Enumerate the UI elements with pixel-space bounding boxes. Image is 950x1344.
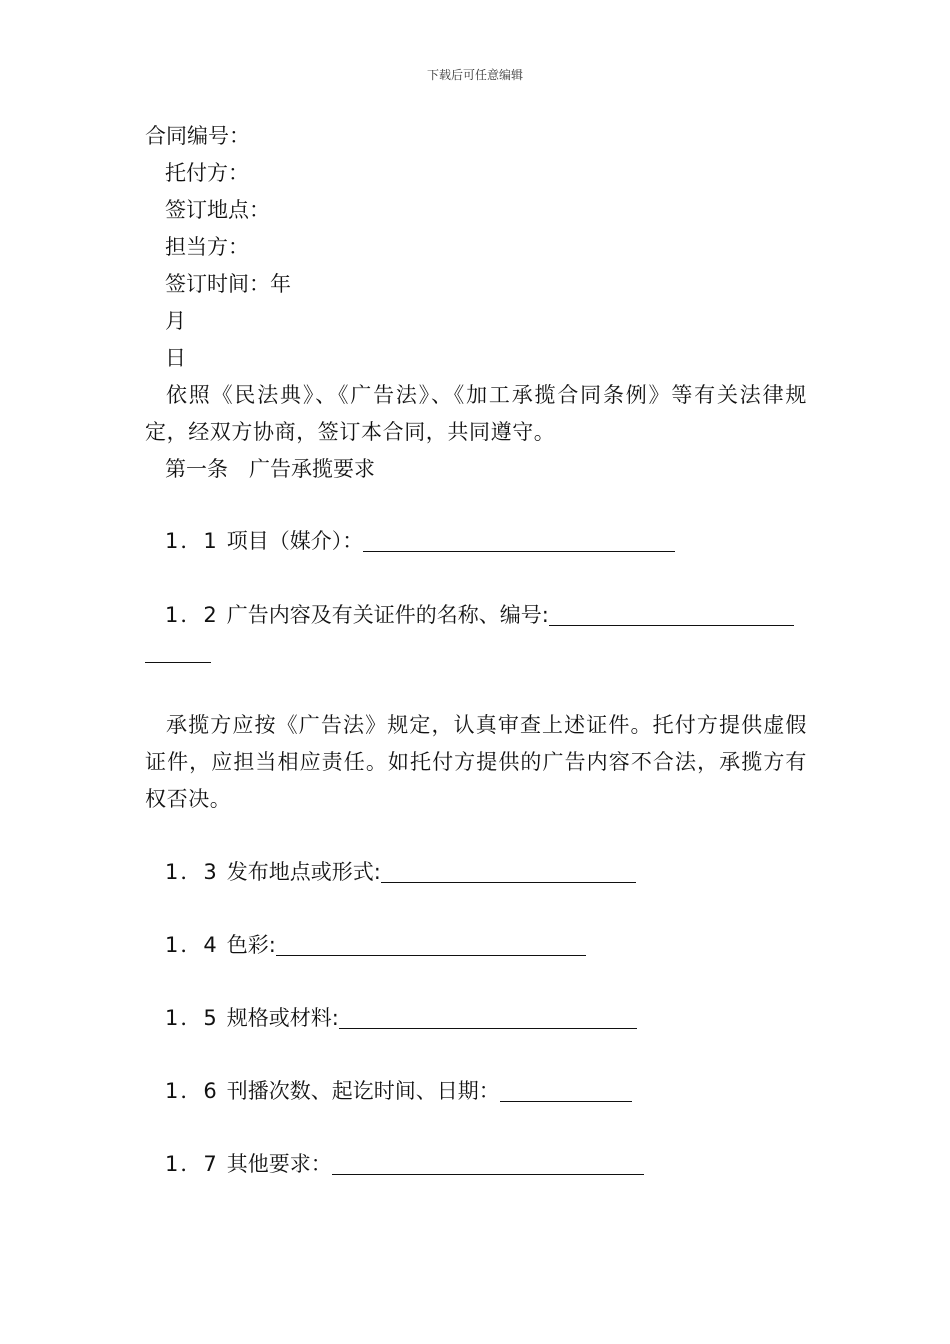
item-label: 项目（媒介）： [226, 529, 364, 553]
item-label: 规格或材料: [226, 1006, 339, 1030]
item-label: 其他要求： [226, 1152, 332, 1176]
sign-place-label: 签订地点： [165, 198, 270, 222]
item-number: 1．1 [165, 529, 219, 553]
item-number: 1．7 [165, 1152, 219, 1176]
item-1-7 [165, 1146, 644, 1183]
item-number: 1．6 [165, 1079, 219, 1103]
review-clause-paragraph: 承揽方应按《广告法》规定，认真审查上述证件。托付方提供虚假证件，应担当相应责任。如托付方提供的广告内容不合法，承揽方有权否决。 [145, 713, 807, 811]
blank-field-location-form[interactable] [381, 856, 636, 883]
blank-field-color[interactable] [276, 929, 586, 956]
blank-field-other-requirements[interactable] [332, 1148, 644, 1175]
blank-field-media[interactable] [363, 525, 675, 552]
contractor-label: 担当方： [165, 235, 249, 259]
item-1-5 [165, 1000, 637, 1037]
item-label: 发布地点或形式: [226, 860, 381, 884]
blank-field-content-certificates[interactable] [549, 599, 794, 626]
item-1-2 [165, 597, 794, 634]
blank-field-content-certificates-cont[interactable] [145, 636, 211, 663]
article-1-title: 第一条 广告承揽要求 [165, 457, 375, 481]
client-label: 托付方： [165, 161, 249, 185]
blank-field-broadcast-schedule[interactable] [500, 1075, 632, 1102]
contract-number-label: 合同编号： [145, 124, 250, 148]
item-1-2-continuation [145, 634, 211, 671]
preamble-paragraph: 依照《民法典》、《广告法》、《加工承揽合同条例》等有关法律规定，经双方协商，签订本合同，共同遵守。 [145, 383, 807, 444]
item-label: 色彩: [226, 933, 276, 957]
sign-day-label: 日 [165, 346, 186, 370]
sign-time-label: 签订时间：年 [165, 272, 291, 296]
item-1-1 [165, 523, 675, 560]
page-header-note: 下载后可任意编辑 [426, 68, 523, 82]
item-1-4 [165, 927, 586, 964]
item-number: 1．5 [165, 1006, 219, 1030]
item-number: 1．2 [165, 603, 219, 627]
item-1-6 [165, 1073, 632, 1110]
sign-month-label: 月 [165, 309, 186, 333]
item-number: 1．3 [165, 860, 219, 884]
item-1-3 [165, 854, 636, 891]
item-label: 广告内容及有关证件的名称、编号: [226, 603, 549, 627]
item-number: 1．4 [165, 933, 219, 957]
blank-field-spec-material[interactable] [339, 1002, 637, 1029]
item-label: 刊播次数、起讫时间、日期： [226, 1079, 500, 1103]
